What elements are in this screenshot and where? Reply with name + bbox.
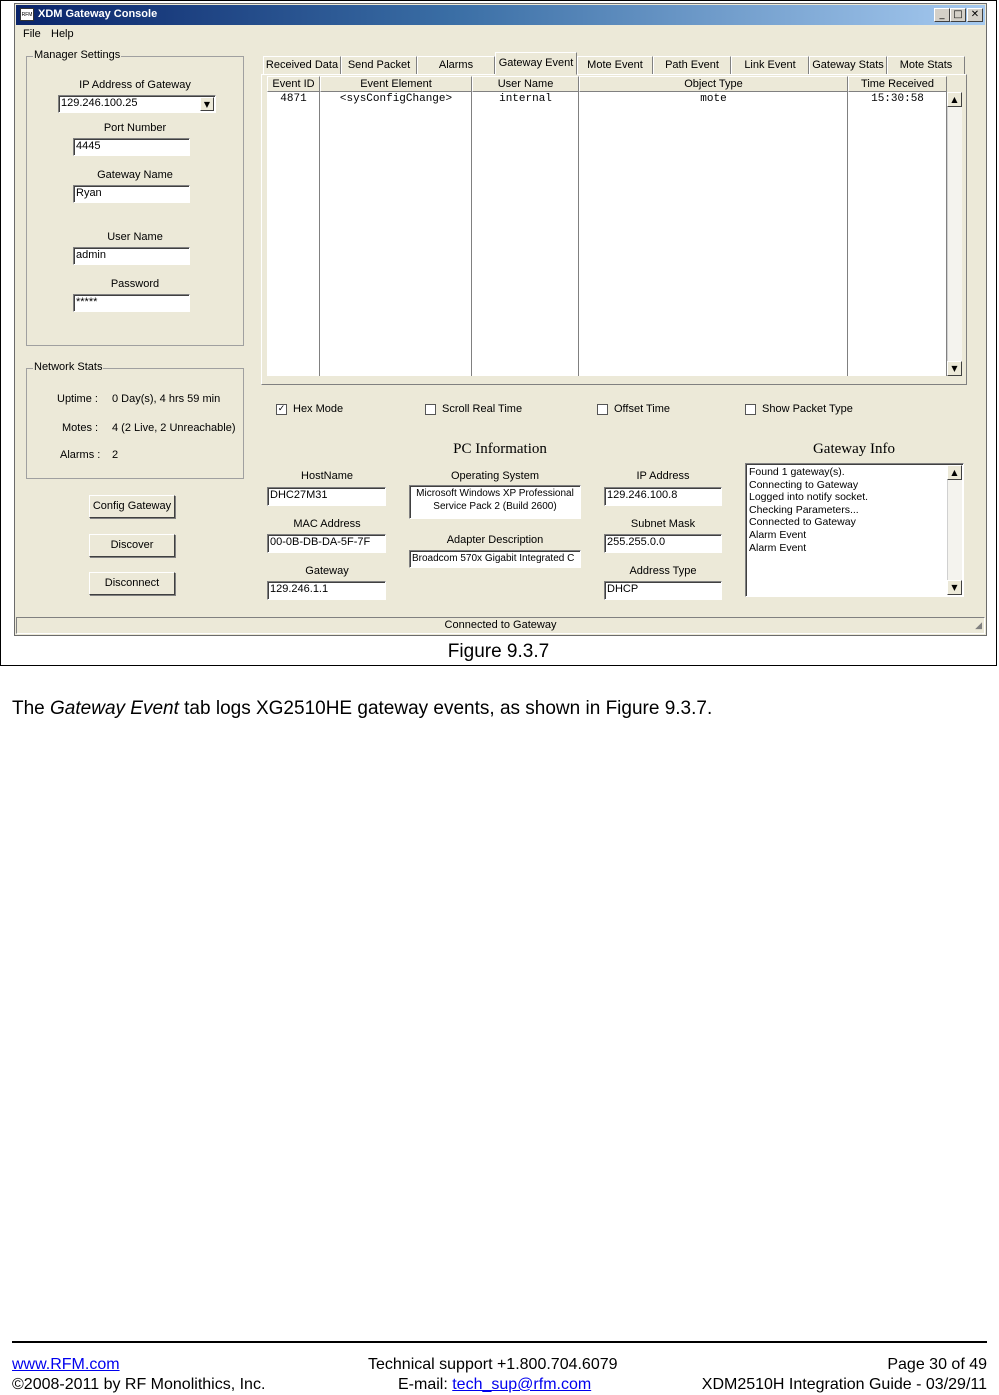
support-phone: Technical support +1.800.704.6079 (368, 1356, 618, 1373)
os-label: Operating System (450, 470, 540, 482)
ip-gateway-select[interactable] (58, 95, 216, 113)
gateway-name-label: Gateway Name (97, 169, 173, 181)
cell-event-id: 4871 (280, 93, 307, 105)
offset-time-label: Offset Time (614, 403, 671, 415)
body-text-emphasis: Gateway Event (50, 698, 179, 719)
menu-bar (16, 26, 985, 43)
body-text-after: tab logs XG2510HE gateway events, as shown in Figure 9.3.7. (178, 698, 713, 719)
mac-field[interactable]: 00-0B-DB-DA-5F-7F (267, 534, 386, 553)
config-gateway-button[interactable]: Config Gateway (89, 495, 175, 518)
email-label: E-mail: (398, 1376, 453, 1393)
gateway-label: Gateway (305, 565, 349, 577)
log-line: Connecting to Gateway (749, 478, 859, 491)
scroll-up-icon[interactable]: ▲ (947, 465, 962, 480)
uptime-value: 0 Day(s), 4 hrs 59 min (112, 393, 221, 405)
tab-alarms[interactable]: Alarms (417, 56, 495, 75)
copyright: ©2008-2011 by RF Monolithics, Inc. (12, 1376, 266, 1393)
port-label: Port Number (103, 122, 167, 134)
col-body-event-id (267, 92, 320, 376)
status-bar (16, 617, 985, 634)
col-body-object-type (579, 92, 848, 376)
resize-grip-icon[interactable]: ◢ (975, 621, 982, 631)
os-line-2: Service Pack 2 (Build 2600) (433, 501, 557, 512)
subnet-field[interactable]: 255.255.0.0 (604, 534, 722, 553)
alarms-label: Alarms : (60, 449, 101, 461)
tab-path-event[interactable]: Path Event (653, 56, 731, 75)
offset-time-checkbox[interactable] (597, 404, 608, 415)
hex-mode-label: Hex Mode (293, 403, 344, 415)
col-body-user-name (472, 92, 579, 376)
hex-mode-checkbox[interactable]: ✓ (277, 404, 286, 414)
port-field[interactable]: 4445 (73, 138, 190, 156)
log-line: Alarm Event (749, 541, 807, 554)
uptime-label: Uptime : (57, 393, 98, 405)
pc-info-title: PC Information (453, 441, 547, 457)
tab-link-event[interactable]: Link Event (731, 56, 809, 75)
alarms-value: 2 (112, 449, 119, 461)
cell-event-element: <sysConfigChange> (339, 93, 453, 105)
gateway-info-title: Gateway Info (812, 441, 896, 457)
close-button[interactable]: ✕ (967, 8, 983, 22)
adapter-field[interactable]: Broadcom 570x Gigabit Integrated C (409, 550, 581, 568)
ip-address-field[interactable]: 129.246.100.8 (604, 487, 722, 506)
col-header-object-type[interactable]: Object Type (579, 76, 848, 92)
status-text: Connected to Gateway (444, 619, 557, 631)
scroll-real-time-label: Scroll Real Time (442, 403, 523, 415)
gateway-field[interactable]: 129.246.1.1 (267, 581, 386, 600)
manager-settings-title: Manager Settings (34, 49, 121, 61)
os-line-1: Microsoft Windows XP Professional (416, 488, 574, 499)
menu-file[interactable]: File (23, 28, 41, 40)
network-stats-title: Network Stats (34, 361, 103, 373)
col-body-event-element (320, 92, 472, 376)
tab-mote-stats[interactable]: Mote Stats (887, 56, 965, 75)
hostname-label: HostName (301, 470, 353, 482)
title-bar[interactable] (16, 5, 985, 25)
tab-received-data[interactable]: Received Data (263, 56, 341, 75)
tab-mote-event[interactable]: Mote Event (577, 56, 653, 75)
scroll-real-time-checkbox[interactable] (425, 404, 436, 415)
app-icon: RFM (20, 8, 34, 21)
col-header-time-received[interactable]: Time Received (848, 76, 947, 92)
gateway-info-log[interactable] (745, 463, 964, 597)
hostname-field[interactable]: DHC27M31 (267, 487, 386, 506)
log-line: Checking Parameters... (749, 503, 859, 516)
col-header-event-id[interactable]: Event ID (267, 76, 320, 92)
mac-label: MAC Address (293, 518, 361, 530)
address-type-field[interactable]: DHCP (604, 581, 722, 600)
password-field[interactable]: ***** (73, 294, 190, 312)
log-line: Logged into notify socket. (749, 491, 869, 504)
discover-button[interactable]: Discover (89, 534, 175, 557)
col-header-event-element[interactable]: Event Element (320, 76, 472, 92)
page-number: Page 30 of 49 (887, 1356, 987, 1373)
document-title: XDM2510H Integration Guide - 03/29/11 (701, 1376, 987, 1393)
tab-send-packet[interactable]: Send Packet (341, 56, 417, 75)
body-paragraph (12, 698, 712, 720)
os-field[interactable] (409, 485, 581, 519)
scroll-down-icon[interactable]: ▼ (947, 580, 962, 595)
ip-gateway-value: 129.246.100.25 (61, 97, 138, 109)
log-line: Found 1 gateway(s). (749, 466, 845, 478)
col-body-time-received (848, 92, 947, 376)
window-title: XDM Gateway Console (38, 8, 158, 20)
scroll-down-icon[interactable]: ▼ (947, 361, 962, 376)
show-packet-type-checkbox[interactable] (745, 404, 756, 415)
minimize-button[interactable]: _ (934, 8, 950, 22)
footer-rule (12, 1341, 987, 1343)
cell-time-received: 15:30:58 (871, 93, 924, 105)
disconnect-button[interactable]: Disconnect (89, 572, 175, 595)
email-link[interactable]: tech_sup@rfm.com (452, 1376, 592, 1393)
subnet-label: Subnet Mask (630, 518, 696, 530)
menu-help[interactable]: Help (51, 28, 74, 40)
manager-settings-group (26, 49, 244, 346)
ip-address-label: IP Address (636, 470, 690, 482)
figure-caption: Figure 9.3.7 (447, 641, 550, 662)
dropdown-arrow-icon[interactable]: ▼ (200, 97, 214, 111)
maximize-button[interactable]: □ (950, 8, 966, 22)
adapter-label: Adapter Description (446, 534, 544, 546)
address-type-label: Address Type (629, 565, 697, 577)
app-window (14, 3, 987, 636)
log-scrollbar[interactable] (947, 465, 962, 595)
motes-value: 4 (2 Live, 2 Unreachable) (112, 422, 236, 434)
tab-gateway-event[interactable]: Gateway Event (495, 52, 577, 75)
website-link[interactable]: www.RFM.com (12, 1356, 120, 1373)
gateway-name-field[interactable]: Ryan (73, 185, 190, 203)
cell-object-type: mote (700, 93, 727, 105)
log-line: Alarm Event (749, 528, 807, 541)
scroll-up-icon[interactable]: ▲ (947, 92, 962, 107)
body-text-before: The (12, 698, 51, 719)
log-line: Connected to Gateway (749, 516, 856, 529)
user-name-label: User Name (107, 231, 163, 243)
user-name-field[interactable]: admin (73, 247, 190, 265)
table-scrollbar[interactable] (947, 92, 962, 376)
ip-gateway-label: IP Address of Gateway (79, 79, 191, 91)
show-packet-type-label: Show Packet Type (762, 403, 853, 415)
password-label: Password (110, 278, 160, 290)
col-header-user-name[interactable]: User Name (472, 76, 579, 92)
email-line (398, 1376, 591, 1394)
network-stats-group (26, 361, 244, 479)
motes-label: Motes : (62, 422, 99, 434)
cell-user-name: internal (499, 93, 552, 105)
tab-gateway-stats[interactable]: Gateway Stats (809, 56, 887, 75)
